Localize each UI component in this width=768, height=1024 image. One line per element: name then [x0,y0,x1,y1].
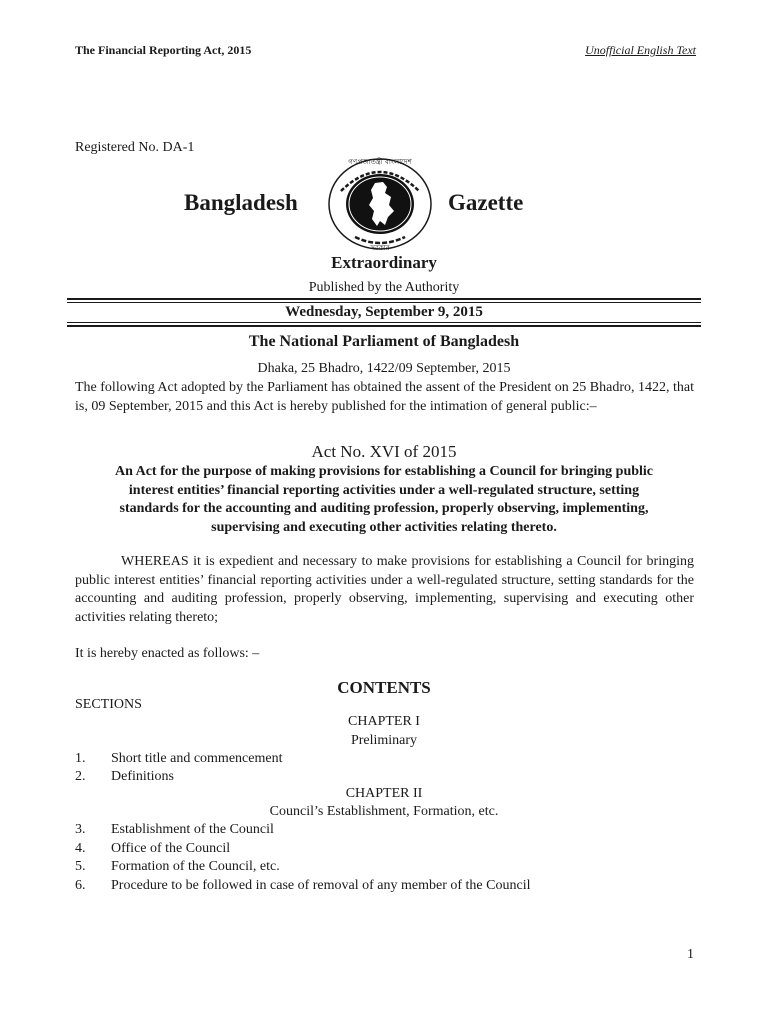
toc-item [75,859,280,875]
toc-item-text: Procedure to be followed in case of removal of any member of the Council [111,878,531,893]
divider-rule [67,325,701,327]
toc-item [75,841,230,857]
chapter-2-title: Council’s Establishment, Formation, etc. [269,804,499,819]
divider-rule [67,322,701,323]
published-by: Published by the Authority [308,280,460,295]
intro-paragraph: The following Act adopted by the Parliament has obtained the assent of the President on 25 Bhadro, 1422, that is, 09 September, 2015 and this Act is hereby published for the intimation of general public:– [75,380,694,414]
toc-item-number: 5. [75,859,86,874]
extraordinary-label: Extraordinary [331,253,437,272]
toc-item [75,822,274,838]
toc-item-text: Definitions [111,769,174,784]
chapter-2-label: CHAPTER II [345,786,423,801]
toc-item-text: Office of the Council [111,841,231,856]
preamble-paragraph: WHEREAS it is expedient and necessary to make provisions for establishing a Council for bringing public interest entities’ financial reporting activities under a well-regulated structure, setting standards for the accounting and auditing profession, properly observing, implementing, supervising and executing other activities relating thereto; [75,554,694,625]
registered-number: Registered No. DA-1 [75,140,195,155]
act-long-title: An Act for the purpose of making provisions for establishing a Council for bringing public interest entities’ financial reporting activities under a well-regulated structure, setting standards for the accounting and auditing profession, properly observing, implementing, supervising and executing other activities relating thereto. [114,464,654,535]
divider-rule [67,298,701,300]
seal-top-text: গণপ্রজাতন্ত্রী বাংলাদেশ [348,158,412,166]
sections-label: SECTIONS [75,697,142,712]
contents-heading: CONTENTS [337,678,431,697]
divider-rule [67,302,701,303]
toc-item-number: 3. [75,822,86,837]
toc-item [75,751,282,767]
toc-item [75,769,174,785]
toc-item [75,878,530,894]
toc-item-text: Formation of the Council, etc. [111,859,280,874]
masthead-title-right: Gazette [448,190,524,215]
parliament-heading: The National Parliament of Bangladesh [248,333,520,350]
toc-item-text: Short title and commencement [111,751,283,766]
toc-item-number: 2. [75,769,86,784]
running-header-note: Unofficial English Text [585,43,696,57]
page-number: 1 [687,947,694,962]
toc-item-number: 1. [75,751,86,766]
toc-item-number: 6. [75,878,86,893]
act-number: Act No. XVI of 2015 [311,442,457,461]
seal-bottom-text: সরকার [370,244,390,252]
enacting-clause: It is hereby enacted as follows: – [75,646,260,661]
running-header-title: The Financial Reporting Act, 2015 [75,43,252,57]
chapter-1-label: CHAPTER I [348,714,420,729]
chapter-1-title: Preliminary [350,733,418,748]
masthead-title-left: Bangladesh [184,190,298,215]
government-seal-icon [325,155,435,253]
toc-item-text: Establishment of the Council [111,822,274,837]
toc-item-number: 4. [75,841,86,856]
dateline-dhaka: Dhaka, 25 Bhadro, 1422/09 September, 2015 [257,361,511,376]
publication-date: Wednesday, September 9, 2015 [285,304,483,320]
